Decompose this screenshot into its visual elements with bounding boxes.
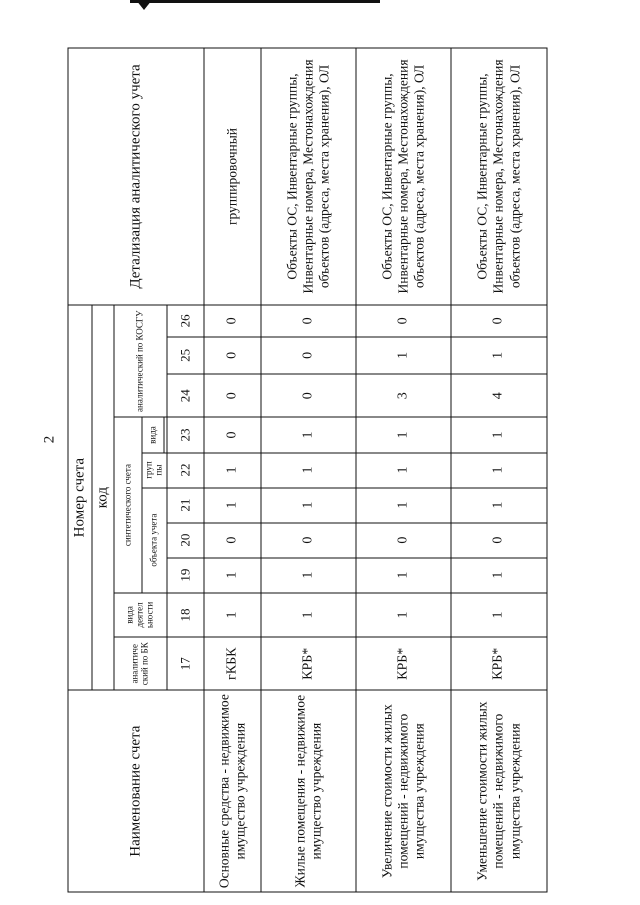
header-account-name: Наименование счета <box>68 690 204 892</box>
row-bk: КРБ* <box>261 637 356 690</box>
row-cell: 0 <box>356 304 451 336</box>
row-detail: группировочный <box>204 48 261 305</box>
row-name: Жилые помещения - недвижимое имущество учреждения <box>261 690 356 892</box>
row-cell: 1 <box>204 487 261 522</box>
header-account-number: Номер счета <box>68 304 92 689</box>
row-cell: 1 <box>356 557 451 592</box>
table-row <box>204 48 261 892</box>
accounts-sheet <box>67 47 547 892</box>
header-analytic-kosgu: аналитический по КОСГУ <box>114 304 167 417</box>
row-cell: 1 <box>204 452 261 487</box>
header-kind-spacer <box>163 417 167 452</box>
row-name: Увеличение стоимости жилых помещений - недвижимого имущества учреждения <box>356 690 451 892</box>
page-number: 2 <box>41 435 58 444</box>
header-account-object: объекта учета <box>142 487 167 592</box>
header-detail: Детализация аналитического учета <box>68 48 204 305</box>
row-name: Уменьшение стоимости жилых помещений - недвижимого имущества учреждения <box>450 690 546 892</box>
row-cell: 0 <box>261 336 356 373</box>
row-cell: 0 <box>450 304 546 336</box>
row-cell: 1 <box>261 592 356 637</box>
digit-23: 23 <box>167 417 204 452</box>
digit-20: 20 <box>167 522 204 557</box>
table-row <box>356 48 451 892</box>
row-cell: 1 <box>450 557 546 592</box>
row-cell: 0 <box>261 304 356 336</box>
rotated-table-wrapper <box>67 47 547 892</box>
row-bk: КРБ* <box>356 637 451 690</box>
header-group: груп пы <box>142 452 167 487</box>
row-bk: гКБК <box>204 637 261 690</box>
row-cell: 0 <box>204 522 261 557</box>
row-cell: 0 <box>261 522 356 557</box>
digit-19: 19 <box>167 557 204 592</box>
digit-21: 21 <box>167 487 204 522</box>
row-cell: 1 <box>450 592 546 637</box>
row-cell: 1 <box>261 452 356 487</box>
row-cell: 1 <box>356 487 451 522</box>
table-row <box>450 48 546 892</box>
row-cell: 1 <box>450 336 546 373</box>
row-cell: 1 <box>356 592 451 637</box>
row-cell: 1 <box>356 452 451 487</box>
digit-17: 17 <box>167 637 204 690</box>
row-detail: Объекты ОС, Инвентарные группы, Инвентарные номера, Местонахождения объектов (адреса, места хранения), ОЛ <box>261 48 356 305</box>
header-activity-type: вида деятел ьности <box>114 592 167 637</box>
accounts-table <box>67 47 547 892</box>
row-cell: 0 <box>204 304 261 336</box>
row-cell: 1 <box>261 417 356 452</box>
row-cell: 1 <box>450 417 546 452</box>
row-cell: 0 <box>204 417 261 452</box>
digit-18: 18 <box>167 592 204 637</box>
header-synthetic: синтетического счета <box>114 417 142 592</box>
digit-24: 24 <box>167 373 204 417</box>
row-cell: 0 <box>261 373 356 417</box>
row-cell: 4 <box>450 373 546 417</box>
row-cell: 1 <box>356 417 451 452</box>
digit-25: 25 <box>167 336 204 373</box>
row-detail: Объекты ОС, Инвентарные группы, Инвентарные номера, Местонахождения объектов (адреса, места хранения), ОЛ <box>356 48 451 305</box>
row-cell: 0 <box>204 373 261 417</box>
table-row <box>261 48 356 892</box>
row-bk: КРБ* <box>450 637 546 690</box>
row-cell: 0 <box>356 522 451 557</box>
header-code: код <box>92 304 114 689</box>
digit-22: 22 <box>167 452 204 487</box>
row-cell: 0 <box>204 336 261 373</box>
row-cell: 1 <box>204 557 261 592</box>
row-name: Основные средства - недвижимое имущество учреждения <box>204 690 261 892</box>
row-cell: 3 <box>356 373 451 417</box>
header-kind: вида <box>142 417 163 452</box>
row-cell: 1 <box>204 592 261 637</box>
header-analytic-bk: аналитиче ский по БК <box>114 637 167 690</box>
row-cell: 1 <box>450 452 546 487</box>
row-cell: 1 <box>450 487 546 522</box>
row-detail: Объекты ОС, Инвентарные группы, Инвентарные номера, Местонахождения объектов (адреса, места хранения), ОЛ <box>450 48 546 305</box>
digit-26: 26 <box>167 304 204 336</box>
row-cell: 1 <box>261 487 356 522</box>
scan-top-mark <box>130 0 380 3</box>
row-cell: 1 <box>261 557 356 592</box>
row-cell: 0 <box>450 522 546 557</box>
row-cell: 1 <box>356 336 451 373</box>
